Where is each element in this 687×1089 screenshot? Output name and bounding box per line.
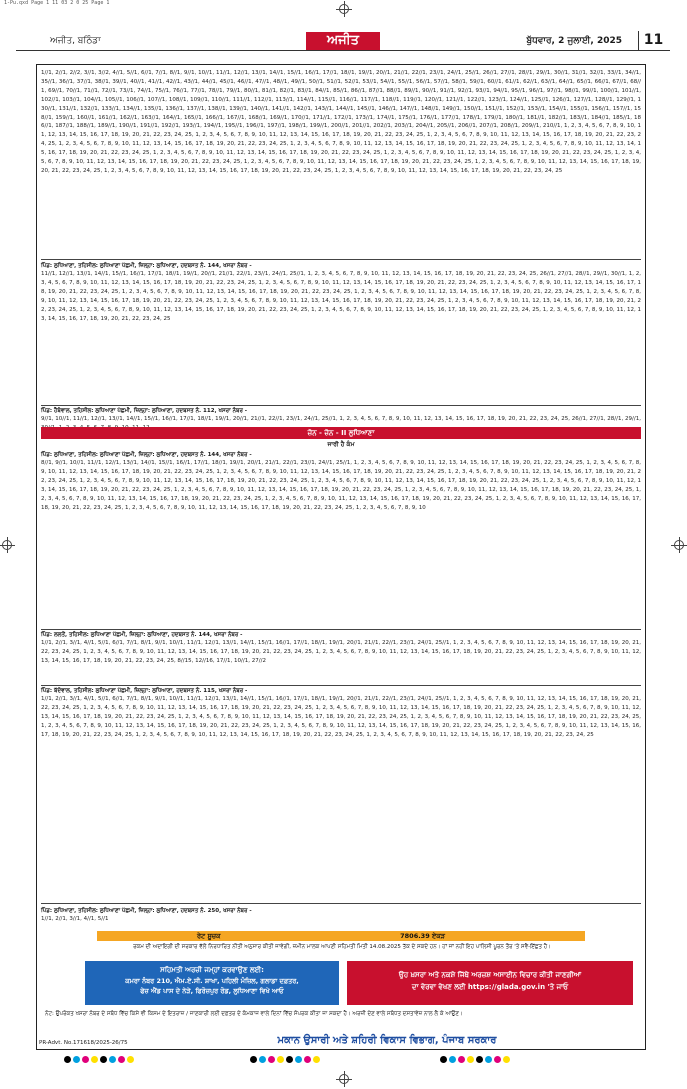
land-block-header: ਪਿੰਡ: ਬੱਦੋਵਾਲ, ਤਹਿਸੀਲ: ਲੁਧਿਆਣਾ ਪੱਛਮੀ, ਜ਼ਿਲ੍ਹਾ: ਲੁਧਿਆਣਾ, ਹਦਬਸਤ ਨੰ. 115, ਖਸਰਾ ਨੰਬਰ - xyxy=(41,688,248,694)
divider xyxy=(41,629,641,630)
land-block-header: ਪਿੰਡ: ਲੁਧਿਆਣਾ, ਤਹਿਸੀਲ: ਲੁਧਿਆਣਾ ਪੱਛਮੀ, ਜ਼ਿਲ੍ਹਾ: ਲੁਧਿਆਣਾ, ਹਦਬਸਤ ਨੰ. 144, ਖਸਰਾ ਨੰਬਰ - xyxy=(41,452,252,458)
swatch-magenta xyxy=(494,1056,501,1063)
swatch-black xyxy=(476,1056,483,1063)
land-block-header: ਪਿੰਡ: ਲੁਧਿਆਣਾ, ਤਹਿਸੀਲ: ਲੁਧਿਆਣਾ ਪੱਛਮੀ, ਜ਼ਿਲ੍ਹਾ: ਲੁਧਿਆਣਾ, ਹਦਬਸਤ ਨੰ. 250, ਖਸਰਾ ਨੰਬਰ - xyxy=(41,908,252,914)
page-number: 11 xyxy=(638,31,668,50)
consent-box-address-2: ਫੇਜ਼ ਐਂਡ ਪਾਸ ਦੇ ਨੇੜੇ, ਫਿਰੋਜ਼ਪੁਰ ਰੋਡ, ਲੁਧਿਆਣਾ ਵਿਖੇ ਆਓ xyxy=(140,987,284,995)
swatch-black xyxy=(64,1056,71,1063)
department-name: ਮਕਾਨ ਉਸਾਰੀ ਅਤੇ ਸ਼ਹਿਰੀ ਵਿਕਾਸ ਵਿਭਾਗ, ਪੰਜਾਬ ਸਰਕਾਰ xyxy=(277,1035,497,1046)
color-registration-strip xyxy=(64,1056,134,1064)
swatch-black xyxy=(286,1056,293,1063)
swatch-cyan xyxy=(485,1056,492,1063)
swatch-yellow xyxy=(91,1056,98,1063)
advertisement-frame xyxy=(36,64,646,1050)
swatch-magenta xyxy=(304,1056,311,1063)
land-block-body: 1//1, 2//1, 3//1, 4//1, 5//1 xyxy=(41,916,109,922)
registration-mark-top xyxy=(339,4,349,14)
masthead xyxy=(16,31,670,51)
swatch-black xyxy=(250,1056,257,1063)
land-block-body: 1//1, 2//1, 3//1, 4//1, 5//1, 6//1, 7//1, 8//1, 9//1, 10//1, 11//1, 12//1, 13//1, 14//1, 15//1, 16//1, 17//1, 18//1, 19//1, 20//1, 21//1, 22//1, 23//1, 24//1, 25//1, 1, 2, 3, 4, 5, 6, 7, 8, 9, 10, 11, 12, 13, 14, 15, 16, 17, 18, 19, 20, 21, 22, 23, 24, 25, 1, 2, 3, 4, 5, 6, 7, 8, 9, 10, 11, 12, 13, 14, 15, 16, 17, 18, 19, 20, 21, 22, 23, 24, 25, 1, 2, 3, 4, 5, 6, 7, 8, 9, 10, 11, 12, 13, 14, 15, 16, 17, 18, 19, 20, 21, 22, 23, 24, 25, 1, 2, 3, 4, 5, 6, 7, 8, 9, 10, 11, 12, 13, 14, 15, 16, 17, 18, 19, 20, 21, 22, 23, 24, 25, 1, 2, 3, 4, 5, 6, 7, 8, 9, 10, 11, 12, 13, 14, 15, 16, 17, 18, 19, 20, 21, 22, 23, 24, 25, 1, 2, 3, 4, 5, 6, 7, 8, 9, 10, 11, 12, 13, 14, 15, 16, 17, 18, 19, 20, 21, 22, 23, 24, 25, 1, 2, 3, 4, 5, 6, 7, 8, 9, 10, 11, 12, 13, 14, 15, 16, 17, 18, 19, 20, 21, 22, 23, 24, 25, 1, 2, 3, 4, 5, 6, 7, 8, 9, 10, 11, 12, 13, 14, 15, 16, 17, 18, 19, 20, 21, 22, 23, 24, 25, 1, 2, 3, 4, 5, 6, 7, 8, 9, 10, 11, 12, 13, 14, 15, 16, 17, 18, 19, 20, 21, 22, 23, 24, 25, 1, 2, 3, 4, 5, 6, 7, 8, 9, 10, 11, 12, 13, 14, 15, 16, 17, 18, 19, 20, 21, 22, 23, 24, 25, 1, 2, 3, 4, 5, 6, 7, 8, 9, 10, 11, 12, 13, 14, 15, 16, 17, 18, 19, 20, 21, 22, 23, 24, 25 xyxy=(41,696,641,738)
swatch-cyan xyxy=(73,1056,80,1063)
details-website-box xyxy=(347,961,633,1005)
swatch-magenta xyxy=(82,1056,89,1063)
swatch-yellow xyxy=(313,1056,320,1063)
advertisement-number: PR-Advt. No.171618/2025-26/75 xyxy=(39,1040,128,1046)
land-block-7 xyxy=(41,907,641,925)
land-block-body: 1//1, 2//1, 2//2, 3//1, 3//2, 4//1, 5//1, 6//1, 7//1, 8//1, 9//1, 10//1, 11//1, 12//1, 13//1, 14//1, 15//1, 16//1, 17//1, 18//1, 19//1, 20//1, 21//1, 22//1, 23//1, 24//1, 25//1, 26//1, 27//1, 28//1, 29//1, 30//1, 31//1, 32//1, 33//1, 34//1, 35//1, 36//1, 37//1, 38//1, 39//1, 40//1, 41//1, 42//1, 43//1, 44//1, 45//1, 46//1, 47//1, 48//1, 49//1, 50//1, 51//1, 52//1, 53//1, 54//1, 55//1, 56//1, 57//1, 58//1, 59//1, 60//1, 61//1, 62//1, 63//1, 64//1, 65//1, 66//1, 67//1, 68//1, 69//1, 70//1, 71//1, 72//1, 73//1, 74//1, 75//1, 76//1, 77//1, 78//1, 79//1, 80//1, 81//1, 82//1, 83//1, 84//1, 85//1, 86//1, 87//1, 88//1, 89//1, 90//1, 91//1, 92//1, 93//1, 94//1, 95//1, 96//1, 97//1, 98//1, 99//1, 100//1, 101//1, 102//1, 103//1, 104//1, 105//1, 106//1, 107//1, 108//1, 109//1, 110//1, 111//1, 112//1, 113//1, 114//1, 115//1, 116//1, 117//1, 118//1, 119//1, 120//1, 121//1, 122//1, 123//1, 124//1, 125//1, 126//1, 127//1, 128//1, 129//1, 130//1, 131//1, 132//1, 133//1, 134//1, 135//1, 136//1, 137//1, 138//1, 139//1, 140//1, 141//1, 142//1, 143//1, 144//1, 145//1, 146//1, 147//1, 148//1, 149//1, 150//1, 151//1, 152//1, 153//1, 154//1, 155//1, 156//1, 157//1, 158//1, 159//1, 160//1, 161//1, 162//1, 163//1, 164//1, 165//1, 166//1, 167//1, 168//1, 169//1, 170//1, 171//1, 172//1, 173//1, 174//1, 175//1, 176//1, 177//1, 178//1, 179//1, 180//1, 181//1, 182//1, 183//1, 184//1, 185//1, 186//1, 187//1, 188//1, 189//1, 190//1, 191//1, 192//1, 193//1, 194//1, 195//1, 196//1, 197//1, 198//1, 199//1, 200//1, 201//1, 202//1, 203//1, 204//1, 205//1, 206//1, 207//1, 208//1, 209//1, 210//1, 1, 2, 3, 4, 5, 6, 7, 8, 9, 10, 11, 12, 13, 14, 15, 16, 17, 18, 19, 20, 21, 22, 23, 24, 25, 1, 2, 3, 4, 5, 6, 7, 8, 9, 10, 11, 12, 13, 14, 15, 16, 17, 18, 19, 20, 21, 22, 23, 24, 25, 1, 2, 3, 4, 5, 6, 7, 8, 9, 10, 11, 12, 13, 14, 15, 16, 17, 18, 19, 20, 21, 22, 23, 24, 25, 1, 2, 3, 4, 5, 6, 7, 8, 9, 10, 11, 12, 13, 14, 15, 16, 17, 18, 19, 20, 21, 22, 23, 24, 25, 1, 2, 3, 4, 5, 6, 7, 8, 9, 10, 11, 12, 13, 14, 15, 16, 17, 18, 19, 20, 21, 22, 23, 24, 25, 1, 2, 3, 4, 5, 6, 7, 8, 9, 10, 11, 12, 13, 14, 15, 16, 17, 18, 19, 20, 21, 22, 23, 24, 25, 1, 2, 3, 4, 5, 6, 7, 8, 9, 10, 11, 12, 13, 14, 15, 16, 17, 18, 19, 20, 21, 22, 23, 24, 25, 1, 2, 3, 4, 5, 6, 7, 8, 9, 10, 11, 12, 13, 14, 15, 16, 17, 18, 19, 20, 21, 22, 23, 24, 25, 1, 2, 3, 4, 5, 6, 7, 8, 9, 10, 11, 12, 13, 14, 15, 16, 17, 18, 19, 20, 21, 22, 23, 24, 25, 1, 2, 3, 4, 5, 6, 7, 8, 9, 10, 11, 12, 13, 14, 15, 16, 17, 18, 19, 20, 21, 22, 23, 24, 25, 1, 2, 3, 4, 5, 6, 7, 8, 9, 10, 11, 12, 13, 14, 15, 16, 17, 18, 19, 20, 21, 22, 23, 24, 25, 1, 2, 3, 4, 5, 6, 7, 8, 9, 10, 11, 12, 13, 14, 15, 16, 17, 18, 19, 20, 21, 22, 23, 24, 25, 1, 2, 3, 4, 5, 6, 7, 8, 9, 10, 11, 12, 13, 14, 15, 16, 17, 18, 19, 20, 21, 22, 23, 24, 25 xyxy=(41,70,641,174)
rate-note: ਰਕਮ ਦੀ ਅਦਾਇਗੀ ਦੀ ਸਰਕਾਰ ਵੱਲੋਂ ਨਿਰਧਾਰਿਤ ਨੀਤੀ ਅਨੁਸਾਰ ਕੀਤੀ ਜਾਵੇਗੀ, ਜ਼ਮੀਨ ਮਾਲਕ ਆਪਣੀ ਸਹਿਮਤੀ ਮਿਤੀ 14.08.2025 ਤੱਕ ਦੇ ਸਕਦੇ ਹਨ। ਹਾਂ ਜਾਂ ਨਹੀਂ ਇਹ ਪਾਲਿਸੀ ਪੂਰਨ ਤੌਰ 'ਤੇ ਸਵੈ-ਇੱਛਤ ਹੈ। xyxy=(133,944,551,950)
swatch-yellow xyxy=(467,1056,474,1063)
zone-subtitle: ਜਾਰੀ ਹੈ ਕੰਮ xyxy=(327,441,355,448)
land-block-4 xyxy=(41,451,641,627)
details-box-line-1: ਉਹ ਖ਼ਸਰਾ ਅਤੇ ਨਕਸ਼ੇ ਜਿੱਥੇ ਅਰਜ਼ਸ਼ ਅਸਾਈਨ ਵਿਚਾਰ ਕੀਤੀ ਜਾਣਗੀਆਂ xyxy=(398,971,582,979)
zone-title-bar: ਜ਼ੋਨ - ਜ਼ੋਨ - II ਲੁਧਿਆਣਾ xyxy=(41,427,641,439)
land-block-2 xyxy=(41,262,641,402)
rate-value: 7806.39 ਏਕੜ xyxy=(400,932,445,940)
land-block-header: ਪਿੰਡ: ਲੁਧਿਆਣਾ, ਤਹਿਸੀਲ: ਲੁਧਿਆਣਾ ਪੱਛਮੀ, ਜ਼ਿਲ੍ਹਾ: ਲੁਧਿਆਣਾ, ਹਦਬਸਤ ਨੰ. 144, ਖਸਰਾ ਨੰਬਰ - xyxy=(41,263,252,269)
registration-mark-bottom xyxy=(339,1074,349,1084)
consent-submission-box xyxy=(85,961,339,1005)
swatch-yellow xyxy=(127,1056,134,1063)
consent-box-address-1: ਕਮਰਾ ਨੰਬਰ 210, ਐਮ.ਏ.ਸੀ. ਸ਼ਾਖਾ, ਪਹਿਲੀ ਮੰਜ਼ਿਲ, ਗਲਾਡਾ ਦਫ਼ਤਰ, xyxy=(125,977,299,985)
swatch-cyan xyxy=(109,1056,116,1063)
swatch-yellow xyxy=(277,1056,284,1063)
registration-mark-left xyxy=(2,540,12,550)
divider xyxy=(41,685,641,686)
rate-label: ਰੇਟ ਸੂਚਕ xyxy=(197,932,221,940)
print-slug: 1-Pu.qxd Page 1 11 03 2 0 25 Page 1 xyxy=(4,0,110,6)
swatch-black xyxy=(100,1056,107,1063)
swatch-black xyxy=(440,1056,447,1063)
land-block-5 xyxy=(41,631,641,681)
land-block-header: ਪਿੰਡ: ਹੈਬੋਵਾਲ, ਤਹਿਸੀਲ: ਲੁਧਿਆਣਾ ਪੱਛਮੀ, ਜ਼ਿਲ੍ਹਾ: ਲੁਧਿਆਣਾ, ਹਦਬਸਤ ਨੰ. 112, ਖਸਰਾ ਨੰਬਰ - xyxy=(41,408,248,414)
registration-mark-right xyxy=(674,540,684,550)
land-block-body: 11//1, 12//1, 13//1, 14//1, 15//1, 16//1, 17//1, 18//1, 19//1, 20//1, 21//1, 22//1, 23//1, 24//1, 25//1, 1, 2, 3, 4, 5, 6, 7, 8, 9, 10, 11, 12, 13, 14, 15, 16, 17, 18, 19, 20, 21, 22, 23, 24, 25, 26//1, 27//1, 28//1, 29//1, 30//1, 1, 2, 3, 4, 5, 6, 7, 8, 9, 10, 11, 12, 13, 14, 15, 16, 17, 18, 19, 20, 21, 22, 23, 24, 25, 1, 2, 3, 4, 5, 6, 7, 8, 9, 10, 11, 12, 13, 14, 15, 16, 17, 18, 19, 20, 21, 22, 23, 24, 25, 1, 2, 3, 4, 5, 6, 7, 8, 9, 10, 11, 12, 13, 14, 15, 16, 17, 18, 19, 20, 21, 22, 23, 24, 25, 1, 2, 3, 4, 5, 6, 7, 8, 9, 10, 11, 12, 13, 14, 15, 16, 17, 18, 19, 20, 21, 22, 23, 24, 25, 1, 2, 3, 4, 5, 6, 7, 8, 9, 10, 11, 12, 13, 14, 15, 16, 17, 18, 19, 20, 21, 22, 23, 24, 25, 1, 2, 3, 4, 5, 6, 7, 8, 9, 10, 11, 12, 13, 14, 15, 16, 17, 18, 19, 20, 21, 22, 23, 24, 25, 1, 2, 3, 4, 5, 6, 7, 8, 9, 10, 11, 12, 13, 14, 15, 16, 17, 18, 19, 20, 21, 22, 23, 24, 25, 1, 2, 3, 4, 5, 6, 7, 8, 9, 10, 11, 12, 13, 14, 15, 16, 17, 18, 19, 20, 21, 22, 23, 24, 25, 1, 2, 3, 4, 5, 6, 7, 8, 9, 10, 11, 12, 13, 14, 15, 16, 17, 18, 19, 20, 21, 22, 23, 24, 25, 1, 2, 3, 4, 5, 6, 7, 8, 9, 10, 11, 12, 13, 14, 15, 16, 17, 18, 19, 20, 21, 22, 23, 24, 25, 1, 2, 3, 4, 5, 6, 7, 8, 9, 10, 11, 12, 13, 14, 15, 16, 17, 18, 19, 20, 21, 22, 23, 24, 25 xyxy=(41,271,641,322)
divider xyxy=(41,405,641,406)
swatch-magenta xyxy=(118,1056,125,1063)
swatch-cyan xyxy=(295,1056,302,1063)
footnote: ਨੋਟ: ਉਪਰੋਕਤ ਖਸਰਾ ਨੰਬਰ ਦੇ ਸਬੰਧ ਵਿੱਚ ਕਿਸੇ ਵੀ ਕਿਸਮ ਦੇ ਇਤਰਾਜ਼ / ਜਾਣਕਾਰੀ ਲਈ ਦਫ਼ਤਰ ਦੇ ਕੰਮਕਾਜ ਵਾਲੇ ਦਿਨਾਂ ਵਿੱਚ ਸੰਪਰਕ ਕੀਤਾ ਜਾ ਸਕਦਾ ਹੈ। ਅਰਜ਼ੀ ਦੇਣ ਵਾਲੇ ਸਬੰਧਤ ਦਸਤਾਵੇਜ਼ ਨਾਲ ਲੈ ਕੇ ਆਉਣ। xyxy=(45,1011,463,1017)
land-block-6 xyxy=(41,687,641,901)
land-block-body: 8//1, 9//1, 10//1, 11//1, 12//1, 13//1, 14//1, 15//1, 16//1, 17//1, 18//1, 19//1, 20//1, 21//1, 22//1, 23//1, 24//1, 25//1, 1, 2, 3, 4, 5, 6, 7, 8, 9, 10, 11, 12, 13, 14, 15, 16, 17, 18, 19, 20, 21, 22, 23, 24, 25, 1, 2, 3, 4, 5, 6, 7, 8, 9, 10, 11, 12, 13, 14, 15, 16, 17, 18, 19, 20, 21, 22, 23, 24, 25, 1, 2, 3, 4, 5, 6, 7, 8, 9, 10, 11, 12, 13, 14, 15, 16, 17, 18, 19, 20, 21, 22, 23, 24, 25, 1, 2, 3, 4, 5, 6, 7, 8, 9, 10, 11, 12, 13, 14, 15, 16, 17, 18, 19, 20, 21, 22, 23, 24, 25, 1, 2, 3, 4, 5, 6, 7, 8, 9, 10, 11, 12, 13, 14, 15, 16, 17, 18, 19, 20, 21, 22, 23, 24, 25, 1, 2, 3, 4, 5, 6, 7, 8, 9, 10, 11, 12, 13, 14, 15, 16, 17, 18, 19, 20, 21, 22, 23, 24, 25, 1, 2, 3, 4, 5, 6, 7, 8, 9, 10, 11, 12, 13, 14, 15, 16, 17, 18, 19, 20, 21, 22, 23, 24, 25, 1, 2, 3, 4, 5, 6, 7, 8, 9, 10, 11, 12, 13, 14, 15, 16, 17, 18, 19, 20, 21, 22, 23, 24, 25, 1, 2, 3, 4, 5, 6, 7, 8, 9, 10, 11, 12, 13, 14, 15, 16, 17, 18, 19, 20, 21, 22, 23, 24, 25, 1, 2, 3, 4, 5, 6, 7, 8, 9, 10, 11, 12, 13, 14, 15, 16, 17, 18, 19, 20, 21, 22, 23, 24, 25, 1, 2, 3, 4, 5, 6, 7, 8, 9, 10, 11, 12, 13, 14, 15, 16, 17, 18, 19, 20, 21, 22, 23, 24, 25, 1, 2, 3, 4, 5, 6, 7, 8, 9, 10, 11, 12, 13, 14, 15, 16, 17, 18, 19, 20, 21, 22, 23, 24, 25, 1, 2, 3, 4, 5, 6, 7, 8, 9, 10, 11, 12, 13, 14, 15, 16, 17, 18, 19, 20, 21, 22, 23, 24, 25, 1, 2, 3, 4, 5, 6, 7, 8, 9, 10 xyxy=(41,460,641,511)
rate-bar xyxy=(97,931,585,941)
swatch-cyan xyxy=(449,1056,456,1063)
land-block-1 xyxy=(41,69,641,256)
color-registration-strip xyxy=(440,1056,510,1064)
color-registration-strip xyxy=(250,1056,320,1064)
swatch-cyan xyxy=(259,1056,266,1063)
consent-box-title: ਸਹਿਮਤੀ ਅਰਜ਼ੀ ਜਮ੍ਹਾਂ ਕਰਵਾਉਣ ਲਈ: xyxy=(160,966,264,974)
swatch-magenta xyxy=(458,1056,465,1063)
swatch-magenta xyxy=(268,1056,275,1063)
land-block-body: 9//1, 10//1, 11//1, 12//1, 13//1, 14//1, 15//1, 16//1, 17//1, 18//1, 19//1, 20//1, 21//1, 22//1, 23//1, 24//1, 25//1, 1, 2, 3, 4, 5, 6, 7, 8, 9, 10, 11, 12, 13, 14, 15, 16, 17, 18, 19, 20, 21, 22, 23, 24, 25, 26//1, 27//1, 28//1, 29//1, xyxy=(41,416,641,422)
masthead-date: ਬੁੱਧਵਾਰ, 2 ਜੁਲਾਈ, 2025 xyxy=(526,36,622,46)
swatch-yellow xyxy=(503,1056,510,1063)
masthead-section: ਅਜੀਤ, ਬਠਿੰਡਾ xyxy=(50,36,101,46)
land-block-body: 1//1, 2//1, 3//1, 4//1, 5//1, 6//1, 7//1, 8//1, 9//1, 10//1, 11//1, 12//1, 13//1, 14//1, 15//1, 16//1, 17//1, 18//1, 19//1, 20//1, 21//1, 22//1, 23//1, 24//1, 25//1, 1, 2, 3, 4, 5, 6, 7, 8, 9, 10, 11, 12, 13, 14, 15, 16, 17, 18, 19, 20, 21, 22, 23, 24, 25, 1, 2, 3, 4, 5, 6, 7, 8, 9, 10, 11, 12, 13, 14, 15, 16, 17, 18, 19, 20, 21, 22, 23, 24, 25, 1, 2, 3, 4, 5, 6, 7, 8, 9, 10, 11, 12, 13, 14, 15, 16, 17, 18, 19, 20, 21, 22, 23, 24, 25, 1, 2, 3, 4, 5, 6, 7, 8, 9, 10, 11, 12, 13, 14, 15, 16, 17, 18, 19, 20, 21, 22, 23, 24, 25, 8//15, 12//16, 17//1, 10//1, 27//2 xyxy=(41,640,641,664)
divider xyxy=(41,903,641,904)
details-box-website-link[interactable]: ਦਾ ਵੇਰਵਾ ਵੇਖਣ ਲਈ https://glada.gov.in 'ਤੇ ਜਾਓ xyxy=(411,983,569,991)
divider xyxy=(41,259,641,260)
newspaper-logo: ਅਜੀਤ xyxy=(306,32,380,50)
land-block-3 xyxy=(41,407,641,425)
land-block-header: ਪਿੰਡ: ਲਲਤੋਂ, ਤਹਿਸੀਲ: ਲੁਧਿਆਣਾ ਪੱਛਮੀ, ਜ਼ਿਲ੍ਹਾ: ਲੁਧਿਆਣਾ, ਹਦਬਸਤ ਨੰ. 144, ਖਸਰਾ ਨੰਬਰ - xyxy=(41,632,243,638)
